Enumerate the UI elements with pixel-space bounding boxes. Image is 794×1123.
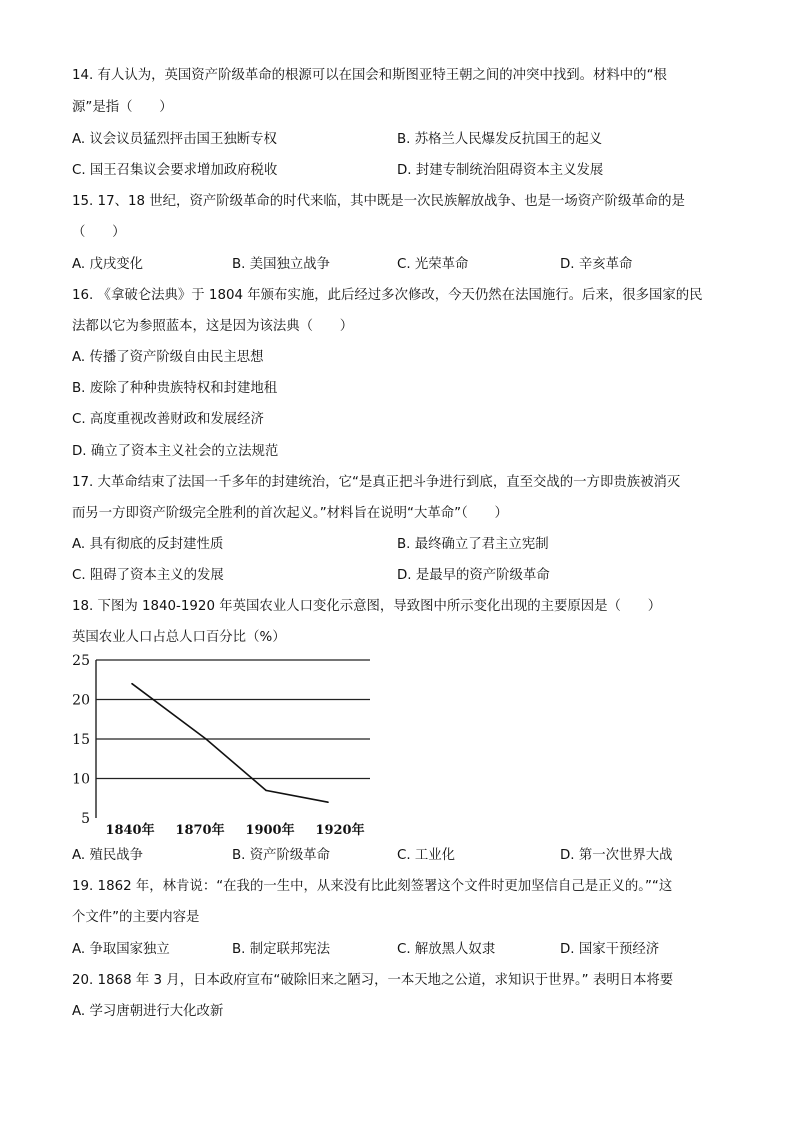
q20-stem-line1: 20. 1868 年 3 月，日本政府宣布“破除旧来之陋习，一本天地之公道，求知识于世界。” 表明日本将要 [72, 973, 674, 988]
x-tick-label: 1900年 [245, 823, 295, 838]
x-tick-label: 1920年 [315, 823, 365, 838]
q17-option-d[interactable]: D. 是最早的资产阶级革命 [397, 568, 550, 583]
x-tick-label: 1870年 [175, 823, 225, 838]
y-tick-label: 15 [72, 732, 90, 748]
q16-option-c[interactable]: C. 高度重视改善财政和发展经济 [72, 412, 264, 427]
q16-stem-line2: 法都以它为参照蓝本，这是因为该法典（ ） [72, 319, 354, 334]
q14-stem-line2: 源”是指（ ） [72, 100, 173, 115]
data-point [265, 790, 267, 792]
q15-option-b[interactable]: B. 美国独立战争 [232, 257, 331, 272]
q17-stem-line2: 而另一方即资产阶级完全胜利的首次起义。”材料旨在说明“大革命”（ ） [72, 506, 508, 521]
q18-option-d[interactable]: D. 第一次世界大战 [560, 848, 673, 863]
q14-option-c[interactable]: C. 国王召集议会要求增加政府税收 [72, 163, 278, 178]
data-point [131, 683, 133, 685]
q15-stem-line2: （ ） [72, 225, 126, 240]
q19-option-a[interactable]: A. 争取国家独立 [72, 942, 170, 957]
q18-option-b[interactable]: B. 资产阶级革命 [232, 848, 331, 863]
series-line [132, 684, 328, 803]
q19-option-b[interactable]: B. 制定联邦宪法 [232, 942, 331, 957]
q15-stem-line1: 15. 17、18 世纪，资产阶级革命的时代来临，其中既是一次民族解放战争、也是一场资产阶级革命的是 [72, 194, 685, 209]
q15-option-d[interactable]: D. 辛亥革命 [560, 257, 633, 272]
y-tick-label: 5 [81, 811, 90, 827]
q19-option-d[interactable]: D. 国家干预经济 [560, 942, 660, 957]
q16-option-b[interactable]: B. 废除了种种贵族特权和封建地租 [72, 381, 278, 396]
data-point [327, 801, 329, 803]
q14-option-d[interactable]: D. 封建专制统治阻碍资本主义发展 [397, 163, 604, 178]
q19-option-c[interactable]: C. 解放黑人奴隶 [397, 942, 496, 957]
y-tick-label: 20 [72, 692, 90, 709]
chart-title: 英国农业人口占总人口百分比（%） [72, 630, 286, 645]
data-point [205, 738, 207, 740]
y-tick-label: 25 [72, 653, 90, 669]
q18-option-c[interactable]: C. 工业化 [397, 848, 456, 863]
q14-option-a[interactable]: A. 议会议员猛烈抨击国王独断专权 [72, 132, 277, 147]
q17-option-c[interactable]: C. 阻碍了资本主义的发展 [72, 568, 224, 583]
q14-stem-line1: 14. 有人认为，英国资产阶级革命的根源可以在国会和斯图亚特王朝之间的冲突中找到。材料中的“根 [72, 68, 667, 83]
x-tick-label: 1840年 [105, 823, 155, 838]
agricultural-population-chart [60, 640, 390, 840]
q17-stem-line1: 17. 大革命结束了法国一千多年的封建统治，它“是真正把斗争进行到底，直至交战的一方即贵族被消灭 [72, 475, 681, 490]
y-tick-label: 10 [72, 771, 90, 788]
q19-stem-line1: 19. 1862 年，林肯说：“在我的一生中，从来没有比此刻签署这个文件时更加坚信自己是正义的。”“这 [72, 879, 673, 894]
q16-stem-line1: 16. 《拿破仑法典》于 1804 年颁布实施，此后经过多次修改，今天仍然在法国施行。后来，很多国家的民 [72, 288, 703, 303]
q16-option-a[interactable]: A. 传播了资产阶级自由民主思想 [72, 350, 264, 365]
q17-option-a[interactable]: A. 具有彻底的反封建性质 [72, 537, 224, 552]
q19-stem-line2: 个文件”的主要内容是 [72, 910, 200, 925]
q18-stem-line1: 18. 下图为 1840-1920 年英国农业人口变化示意图，导致图中所示变化出现的主要原因是（ ） [72, 599, 662, 614]
q14-option-b[interactable]: B. 苏格兰人民爆发反抗国王的起义 [397, 132, 603, 147]
q18-option-a[interactable]: A. 殖民战争 [72, 848, 143, 863]
q16-option-d[interactable]: D. 确立了资本主义社会的立法规范 [72, 444, 279, 459]
q17-option-b[interactable]: B. 最终确立了君主立宪制 [397, 537, 549, 552]
q20-option-a[interactable]: A. 学习唐朝进行大化改新 [72, 1004, 224, 1019]
q15-option-c[interactable]: C. 光荣革命 [397, 257, 469, 272]
q15-option-a[interactable]: A. 戊戌变化 [72, 257, 143, 272]
